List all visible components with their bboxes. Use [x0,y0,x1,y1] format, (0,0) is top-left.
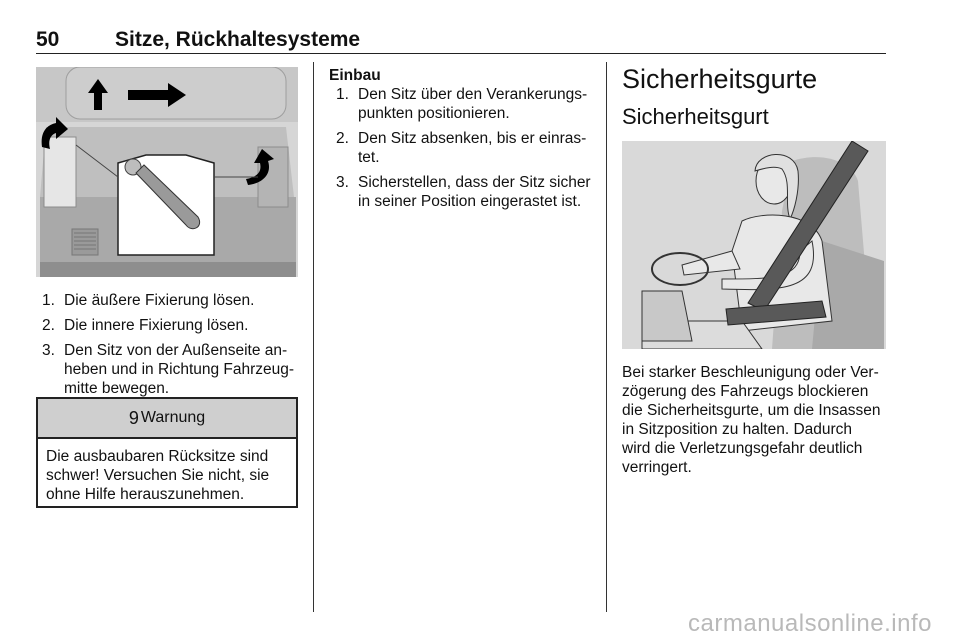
step-text: heben und in Richtung Fahrzeug- [64,361,295,378]
step-number: 3. [42,342,55,359]
step-text: tet. [358,149,380,166]
installation-steps-list [336,85,596,217]
warning-line: ohne Hilfe herauszunehmen. [46,486,245,503]
step-number: 1. [42,292,55,309]
step-text: Den Sitz von der Außenseite an- [64,342,288,359]
warning-line: schwer! Versuchen Sie nicht, sie [46,467,270,484]
warning-line: Die ausbaubaren Rücksitze sind [46,448,269,465]
list-item [42,316,302,335]
step-text: punkten positionieren. [358,105,510,122]
warning-box [36,397,298,508]
step-text: Die äußere Fixierung lösen. [64,292,255,309]
step-text: in seiner Position eingerastet ist. [358,193,582,210]
seat-removal-figure [36,67,298,277]
list-item [42,291,302,310]
column-divider-left [313,62,314,612]
list-item [336,173,596,211]
seatbelt-paragraph [622,363,888,477]
warning-triangle-icon: 9 [128,407,139,428]
warning-text [38,439,296,512]
column-divider-right [606,62,607,612]
subsection-title: Sicherheitsgurt [622,104,769,129]
section-title: Sicherheitsgurte [622,64,818,94]
step-number: 2. [42,317,55,334]
step-number: 3. [336,174,349,191]
paragraph-line: in Sitzposition zu halten. Dadurch [622,421,853,438]
warning-header [38,399,296,439]
paragraph-line: Bei starker Beschleunigung oder Ver- [622,364,879,381]
step-text: mitte bewegen. [64,380,170,397]
chapter-title: Sitze, Rückhaltesysteme [115,28,361,51]
page-header [36,24,886,54]
paragraph-line: wird die Verletzungsgefahr deutlich [622,440,863,457]
list-item [336,85,596,123]
step-number: 2. [336,130,349,147]
step-text: Die innere Fixierung lösen. [64,317,249,334]
list-item [336,129,596,167]
vent-grille-icon [72,229,98,255]
watermark: carmanualsonline.info [688,610,932,637]
paragraph-line: die Sicherheitsgurte, um die Insassen [622,402,881,419]
section-heading-einbau: Einbau [329,67,381,84]
step-text: Den Sitz absenken, bis er einras- [358,130,587,147]
paragraph-line: verringert. [622,459,692,476]
seatbelt-figure [622,141,886,349]
warning-title: Warnung [140,409,206,426]
list-item [42,341,302,398]
step-number: 1. [336,86,349,103]
step-text: Den Sitz über den Verankerungs- [358,86,588,103]
page-number: 50 [36,28,60,51]
removal-steps-list [42,291,302,404]
step-text: Sicherstellen, dass der Sitz sicher [358,174,591,191]
paragraph-line: zögerung des Fahrzeugs blockieren [622,383,869,400]
